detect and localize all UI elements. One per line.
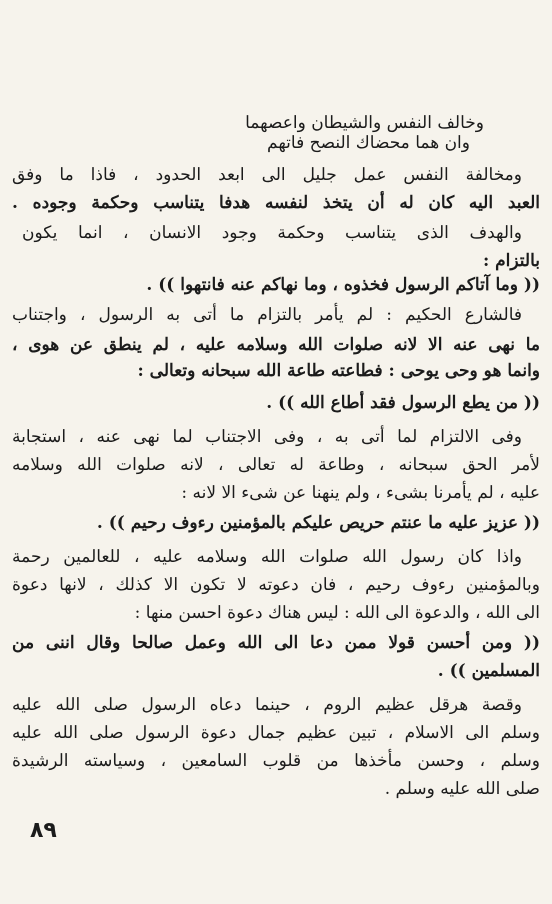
text-line: وسلم ، وحسن مأخذها من قلوب السامعين ، وسياسته الرشيدة <box>12 751 540 771</box>
text-line: عليه ، لم يأمرنا بشىء ، ولم ينهنا عن شىء الا لانه : <box>181 483 540 503</box>
text-line: بالتزام : <box>482 251 540 271</box>
quran-quote: (( وما آتاكم الرسول فخذوه ، وما نهاكم عنه فانتهوا )) . <box>146 275 540 295</box>
text-line: العبد اليه كان له أن يتخذ لنفسه هدفا يتناسب وحكمة وجوده . <box>12 193 540 213</box>
text-line: والهدف الذى يتناسب وحكمة وجود الانسان ، انما يكون <box>22 223 522 243</box>
quran-quote: (( من يطع الرسول فقد أطاع الله )) . <box>266 393 540 413</box>
text-line: ما نهى عنه الا لانه صلوات الله وسلامه عليه ، لم ينطق عن هوى ، <box>12 335 540 355</box>
poem-verse-2: وان هما محضاك النصح فاتهم <box>267 133 470 153</box>
text-line: فالشارع الحكيم : لم يأمر بالتزام ما أتى به الرسول ، واجتناب <box>12 305 522 325</box>
text-line: الى الله ، والدعوة الى الله : ليس هناك دعوة احسن منها : <box>134 603 540 623</box>
text-line: ومخالفة النفس عمل جليل الى ابعد الحدود ، فاذا ما وفق <box>12 165 522 185</box>
poem-verse-1: وخالف النفس والشيطان واعصهما <box>245 113 484 133</box>
text-line: وقصة هرقل عظيم الروم ، حينما دعاه الرسول صلى الله عليه <box>12 695 522 715</box>
text-line: لأمر الحق سبحانه ، وطاعة له تعالى ، لانه صلوات الله وسلامه <box>12 455 540 475</box>
quran-quote: (( عزيز عليه ما عنتم حريص عليكم بالمؤمنين رءوف رحيم )) . <box>96 513 540 533</box>
text-line: وسلم الى الاسلام ، تبين عظيم جمال دعوة الرسول صلى الله عليه <box>12 723 540 743</box>
text-line: وانما هو وحى يوحى : فطاعته طاعة الله سبحانه وتعالى : <box>137 361 540 381</box>
page-number: ٨٩ <box>30 818 57 843</box>
text-line: وفى الالتزام لما أتى به ، وفى الاجتناب لما نهى عنه ، استجابة <box>12 427 522 447</box>
text-line: وبالمؤمنين رءوف رحيم ، فان دعوته لا تكون الا كذلك ، لانها دعوة <box>12 575 540 595</box>
quran-quote: المسلمين )) . <box>437 661 540 681</box>
text-line: صلى الله عليه وسلم . <box>384 779 540 799</box>
quran-quote: (( ومن أحسن قولا ممن دعا الى الله وعمل صالحا وقال اننى من <box>12 633 540 653</box>
text-line: واذا كان رسول الله صلوات الله وسلامه عليه ، للعالمين رحمة <box>12 547 522 567</box>
